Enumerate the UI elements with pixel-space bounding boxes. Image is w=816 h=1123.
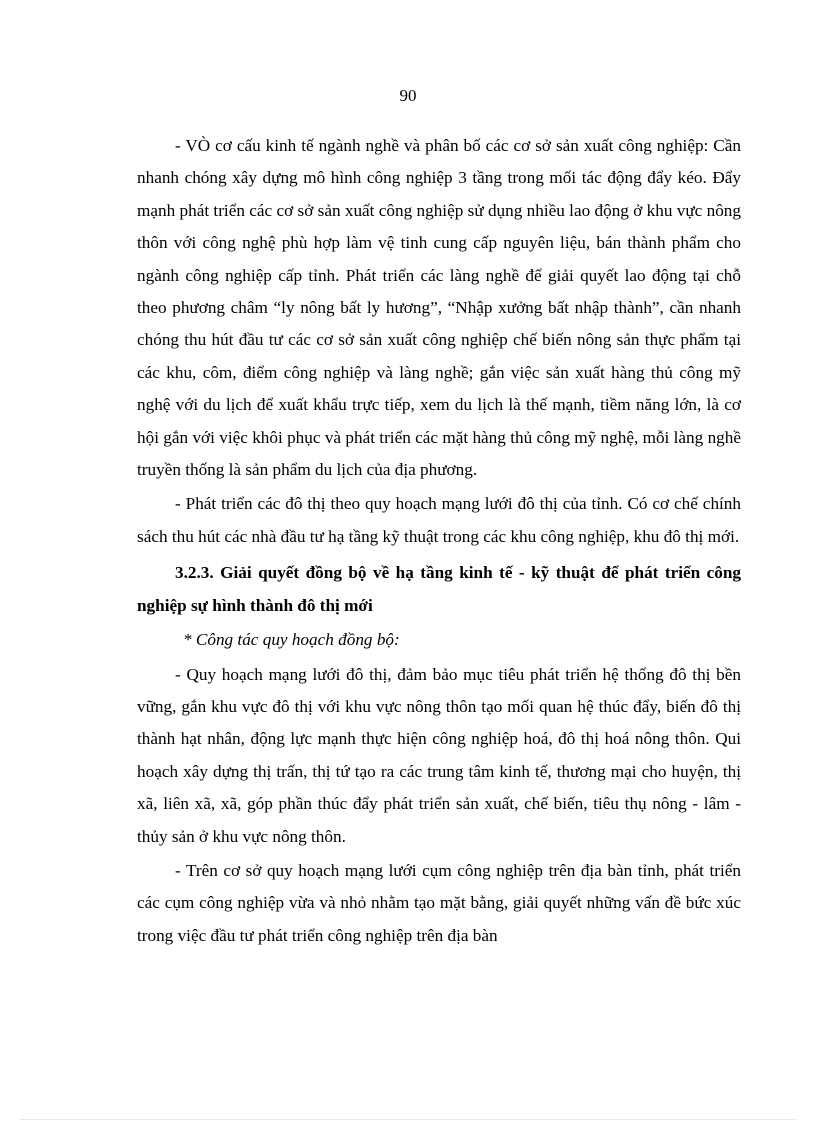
page-number: 90 <box>399 86 417 105</box>
subheading-planning: * Công tác quy hoạch đồng bộ: <box>183 630 400 650</box>
section-heading-3-2-3: 3.2.3. Giải quyết đồng bộ về hạ tầng kinh tế - kỹ thuật để phát triển công nghiệp sự hình thành đô thị mới <box>137 563 741 615</box>
paragraph-urban-network-planning: - Quy hoạch mạng lưới đô thị, đảm bảo mục tiêu phát triển hệ thống đô thị bền vững, gắn khu vực đô thị với khu vực nông thôn tạo mối quan hệ thúc đẩy, biến đô thị thành hạt nhân, động lực mạnh thực hiện công nghiệp hoá, đô thị hoá nông thôn. Qui hoạch xây dựng thị trấn, thị tứ tạo ra các trung tâm kinh tế, thương mại cho huyện, thị xã, liên xã, xã, góp phần thúc đẩy phát triển sản xuất, chế biến, tiêu thụ nông - lâm - thủy sản ở khu vực nông thôn. <box>137 664 741 846</box>
paragraph-urban-development: - Phát triển các đô thị theo quy hoạch mạng lưới đô thị của tỉnh. Có cơ chế chính sách thu hút các nhà đầu tư hạ tầng kỹ thuật trong các khu công nghiệp, khu đô thị mới. <box>137 494 741 546</box>
paragraph-industrial-clusters: - Trên cơ sở quy hoạch mạng lưới cụm công nghiệp trên địa bàn tỉnh, phát triển các cụm công nghiệp vừa và nhỏ nhằm tạo mặt bằng, giải quyết những vấn đề bức xúc trong việc đầu tư phát triển công nghiệp trên địa bàn <box>137 860 741 945</box>
page-bottom-divider <box>20 1119 796 1120</box>
paragraph-industry-structure: - VÒ cơ cấu kinh tế ngành nghề và phân bố các cơ sở sản xuất công nghiệp: Cần nhanh chóng xây dựng mô hình công nghiệp 3 tầng trong mối tác động đẩy kéo. Đẩy mạnh phát triển các cơ sở sản xuất công nghiệp sử dụng nhiều lao động ở khu vực nông thôn với công nghệ phù hợp làm vệ tinh cung cấp nguyên liệu, bán thành phẩm cho ngành công nghiệp cấp tỉnh. Phát triển các làng nghề để giải quyết lao động tại chỗ theo phương châm “ly nông bất ly hương”, “Nhập xưởng bất nhập thành”, cần nhanh chóng thu hút đầu tư các cơ sở sản xuất công nghiệp chế biến nông sản thực phẩm tại các khu, côm, điểm công nghiệp và làng nghề; gắn việc sản xuất hàng thủ công mỹ nghệ với du lịch để xuất khẩu trực tiếp, xem du lịch là thế mạnh, tiềm năng lớn, là cơ hội gắn với việc khôi phục và phát triển các mặt hàng thủ công mỹ nghệ, mỗi làng nghề truyền thống là sản phẩm du lịch của địa phương. <box>137 136 741 480</box>
document-body <box>137 130 741 954</box>
